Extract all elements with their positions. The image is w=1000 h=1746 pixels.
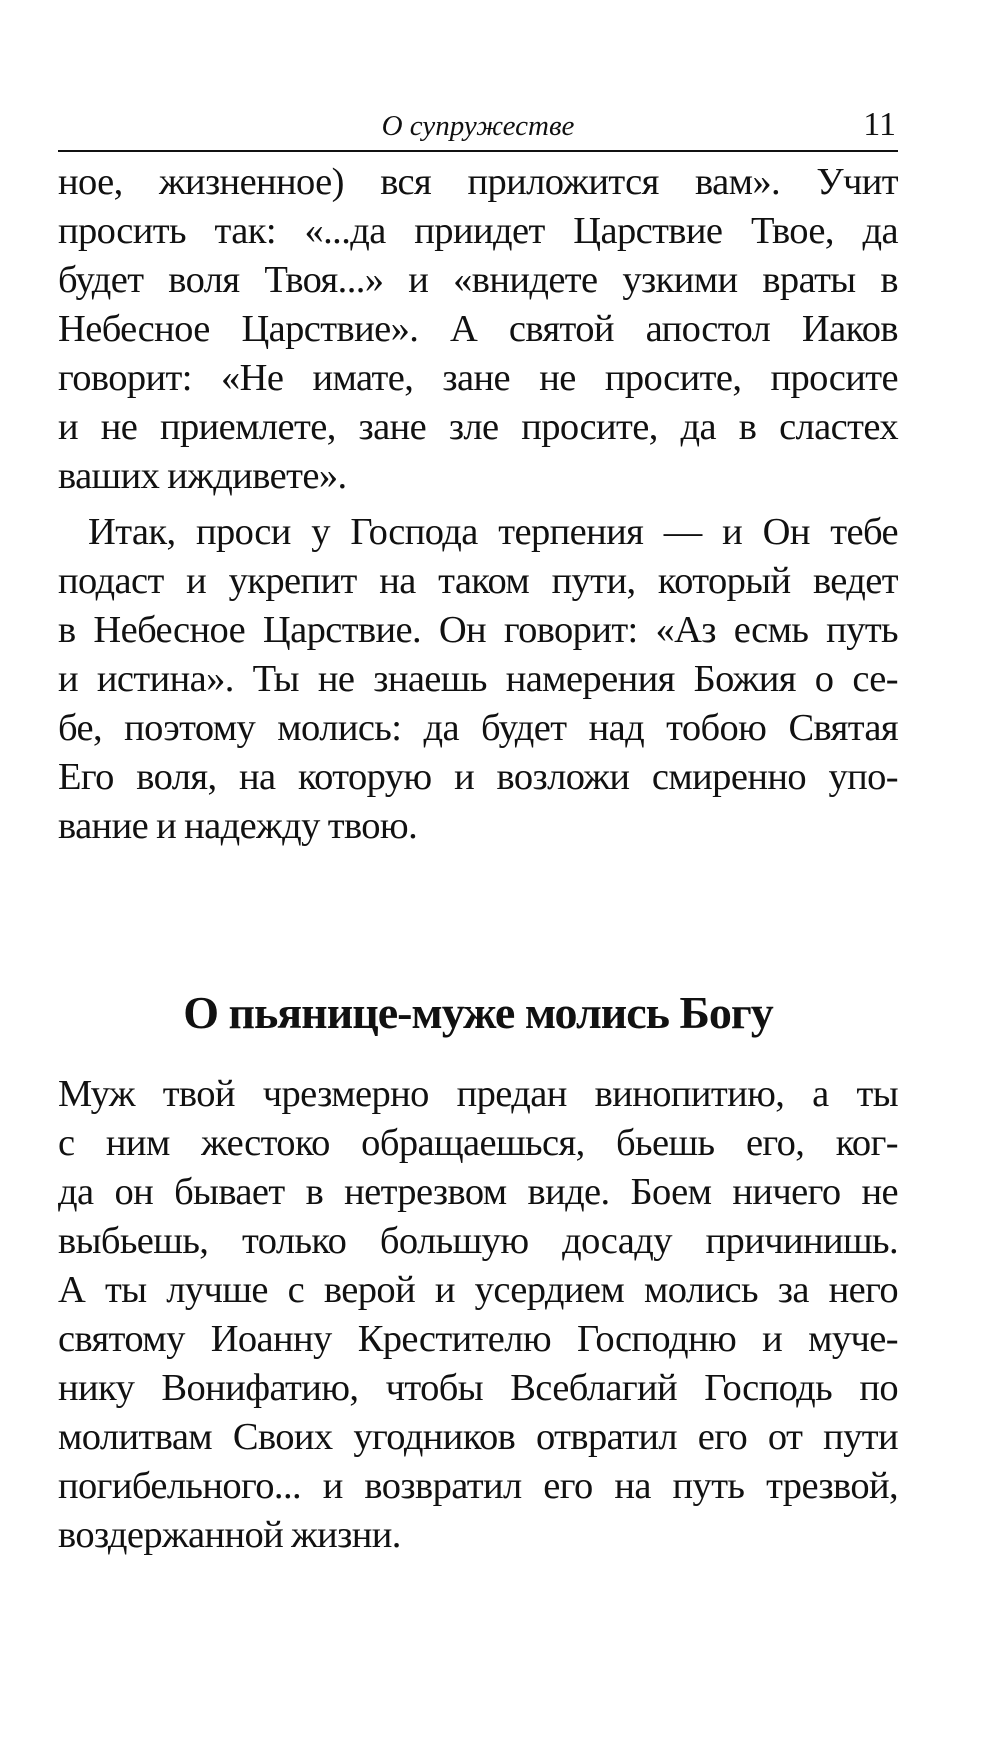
text-line: Его воля, на которую и возложи смиренно упо- (58, 756, 898, 798)
text-line: Итак, проси у Господа терпения — и Он тебе (88, 511, 898, 553)
text-line: подаст и укрепит на таком пути, который ведет (58, 560, 898, 602)
text-line: говорит: «Не имате, зане не просите, просите (58, 357, 898, 399)
text-line: ное, жизненное) вся приложится вам». Учит (58, 161, 898, 203)
text-line: да он бывает в нетрезвом виде. Боем ничего не (58, 1171, 898, 1213)
paragraph-drunkard-husband (58, 1070, 898, 1560)
text-line: Муж твой чрезмерно предан винопитию, а ты (58, 1073, 898, 1115)
running-title: О супружестве (381, 110, 575, 142)
text-line: ваших иждивете». (58, 455, 347, 497)
page-number: 11 (863, 106, 896, 143)
text-line: бе, поэтому молись: да будет над тобою Святая (58, 707, 898, 749)
text-line: святому Иоанну Крестителю Господню и муче- (58, 1318, 898, 1360)
text-line: погибельного... и возвратил его на путь трезвой, (58, 1465, 898, 1507)
text-line: будет воля Твоя...» и «внидете узкими враты в (58, 259, 898, 301)
text-line: с ним жестоко обращаешься, бьешь его, ког- (58, 1122, 898, 1164)
paragraph-continuation (58, 158, 898, 501)
section-heading: О пьянице-муже молись Богу (183, 987, 773, 1038)
text-line: и не приемлете, зане зле просите, да в сластех (58, 406, 898, 448)
text-line: выбьешь, только большую досаду причинишь. (58, 1220, 898, 1262)
running-header (58, 102, 898, 152)
text-line: и истина». Ты не знаешь намерения Божия о се- (58, 658, 898, 700)
text-line: воздержанной жизни. (58, 1514, 401, 1556)
text-line: вание и надежду твою. (58, 805, 418, 847)
text-line: нику Вонифатию, чтобы Всеблагий Господь по (58, 1367, 898, 1409)
text-line: А ты лучше с верой и усердием молись за него (58, 1269, 898, 1311)
text-line: просить так: «...да приидет Царствие Твое, да (58, 210, 898, 252)
text-line: молитвам Своих угодников отвратил его от пути (58, 1416, 898, 1458)
text-line: в Небесное Царствие. Он говорит: «Аз есмь путь (58, 609, 898, 651)
text-line: Небесное Царствие». А святой апостол Иаков (58, 308, 898, 350)
paragraph-patience (58, 508, 898, 851)
